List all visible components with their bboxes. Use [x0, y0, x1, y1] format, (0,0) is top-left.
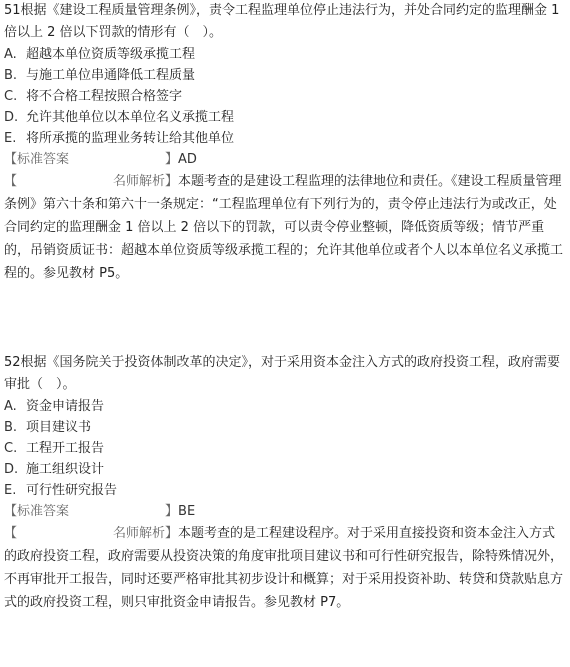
explanation-label: 名师解析】 — [113, 174, 179, 189]
option-text: 施工组织设计 — [26, 462, 105, 477]
standard-answer — [4, 149, 566, 170]
question-52 — [4, 352, 566, 614]
option-letter: B. — [4, 68, 18, 83]
option-e — [4, 480, 566, 501]
option-b — [4, 65, 566, 86]
option-letter: A. — [4, 399, 17, 414]
explanation-text: 本题考查的是建设工程监理的法律地位和责任。《建设工程质量管理条例》第六十条和第六十一条规定：“工程监理单位有下列行为的，责令停止违法行为或改正，处合同约定的监理酬金 1 倍以上 2 倍以下的罚款，可以责令停业整顿，降低资质等级；情节严重的，吊销资质证书：超越本单位资质等级承揽工程的；允许其他单位或者个人以本单位名义承揽工程的。参见教材 P5。 — [4, 174, 564, 281]
standard-answer — [4, 501, 566, 522]
option-letter: A. — [4, 47, 17, 62]
option-b — [4, 417, 566, 438]
option-d — [4, 459, 566, 480]
answer-label-close: 】 — [165, 504, 179, 519]
option-letter: E. — [4, 131, 17, 146]
option-list — [4, 44, 566, 149]
question-stem: 51根据《建设工程质量管理条例》，责令工程监理单位停止违法行为，并处合同约定的监理酬金 1 倍以上 2 倍以下罚款的情形有（ ）。 — [4, 3, 560, 40]
option-text: 工程开工报告 — [26, 441, 105, 456]
expert-explanation — [4, 522, 566, 614]
option-text: 与施工单位串通降低工程质量 — [26, 68, 196, 83]
option-letter: B. — [4, 420, 18, 435]
option-letter: E. — [4, 483, 17, 498]
explanation-label: 名师解析】 — [113, 526, 179, 541]
option-text: 资金申请报告 — [26, 399, 105, 414]
answer-label-close: 】 — [165, 152, 179, 167]
option-c — [4, 438, 566, 459]
answer-label: 【标准答案 — [4, 152, 70, 167]
option-letter: D. — [4, 110, 19, 125]
option-a — [4, 44, 566, 65]
explanation-open: 【 — [4, 526, 18, 541]
option-c — [4, 86, 566, 107]
explanation-text: 本题考查的是工程建设程序。对于采用直接投资和资本金注入方式的政府投资工程，政府需要从投资决策的角度审批项目建议书和可行性研究报告，除特殊情况外，不再审批开工报告，同时还要严格审批其初步设计和概算；对于采用投资补助、转贷和贷款贴息方式的政府投资工程，则只审批资金申请报告。参见教材 P7。 — [4, 526, 564, 610]
answer-value: AD — [178, 152, 197, 167]
question-51 — [4, 0, 566, 285]
option-text: 超越本单位资质等级承揽工程 — [26, 47, 196, 62]
answer-value: BE — [178, 504, 196, 519]
option-d — [4, 107, 566, 128]
option-a — [4, 396, 566, 417]
option-e — [4, 128, 566, 149]
expert-explanation — [4, 170, 566, 285]
option-text: 将不合格工程按照合格签字 — [26, 89, 183, 104]
option-text: 项目建议书 — [26, 420, 92, 435]
option-text: 可行性研究报告 — [26, 483, 118, 498]
option-list — [4, 396, 566, 501]
option-letter: C. — [4, 89, 18, 104]
option-letter: D. — [4, 462, 19, 477]
answer-label: 【标准答案 — [4, 504, 70, 519]
question-stem: 52根据《国务院关于投资体制改革的决定》，对于采用资本金注入方式的政府投资工程，政府需要审批（ ）。 — [4, 355, 561, 392]
explanation-open: 【 — [4, 174, 18, 189]
option-letter: C. — [4, 441, 18, 456]
option-text: 允许其他单位以本单位名义承揽工程 — [26, 110, 235, 125]
option-text: 将所承揽的监理业务转让给其他单位 — [26, 131, 235, 146]
